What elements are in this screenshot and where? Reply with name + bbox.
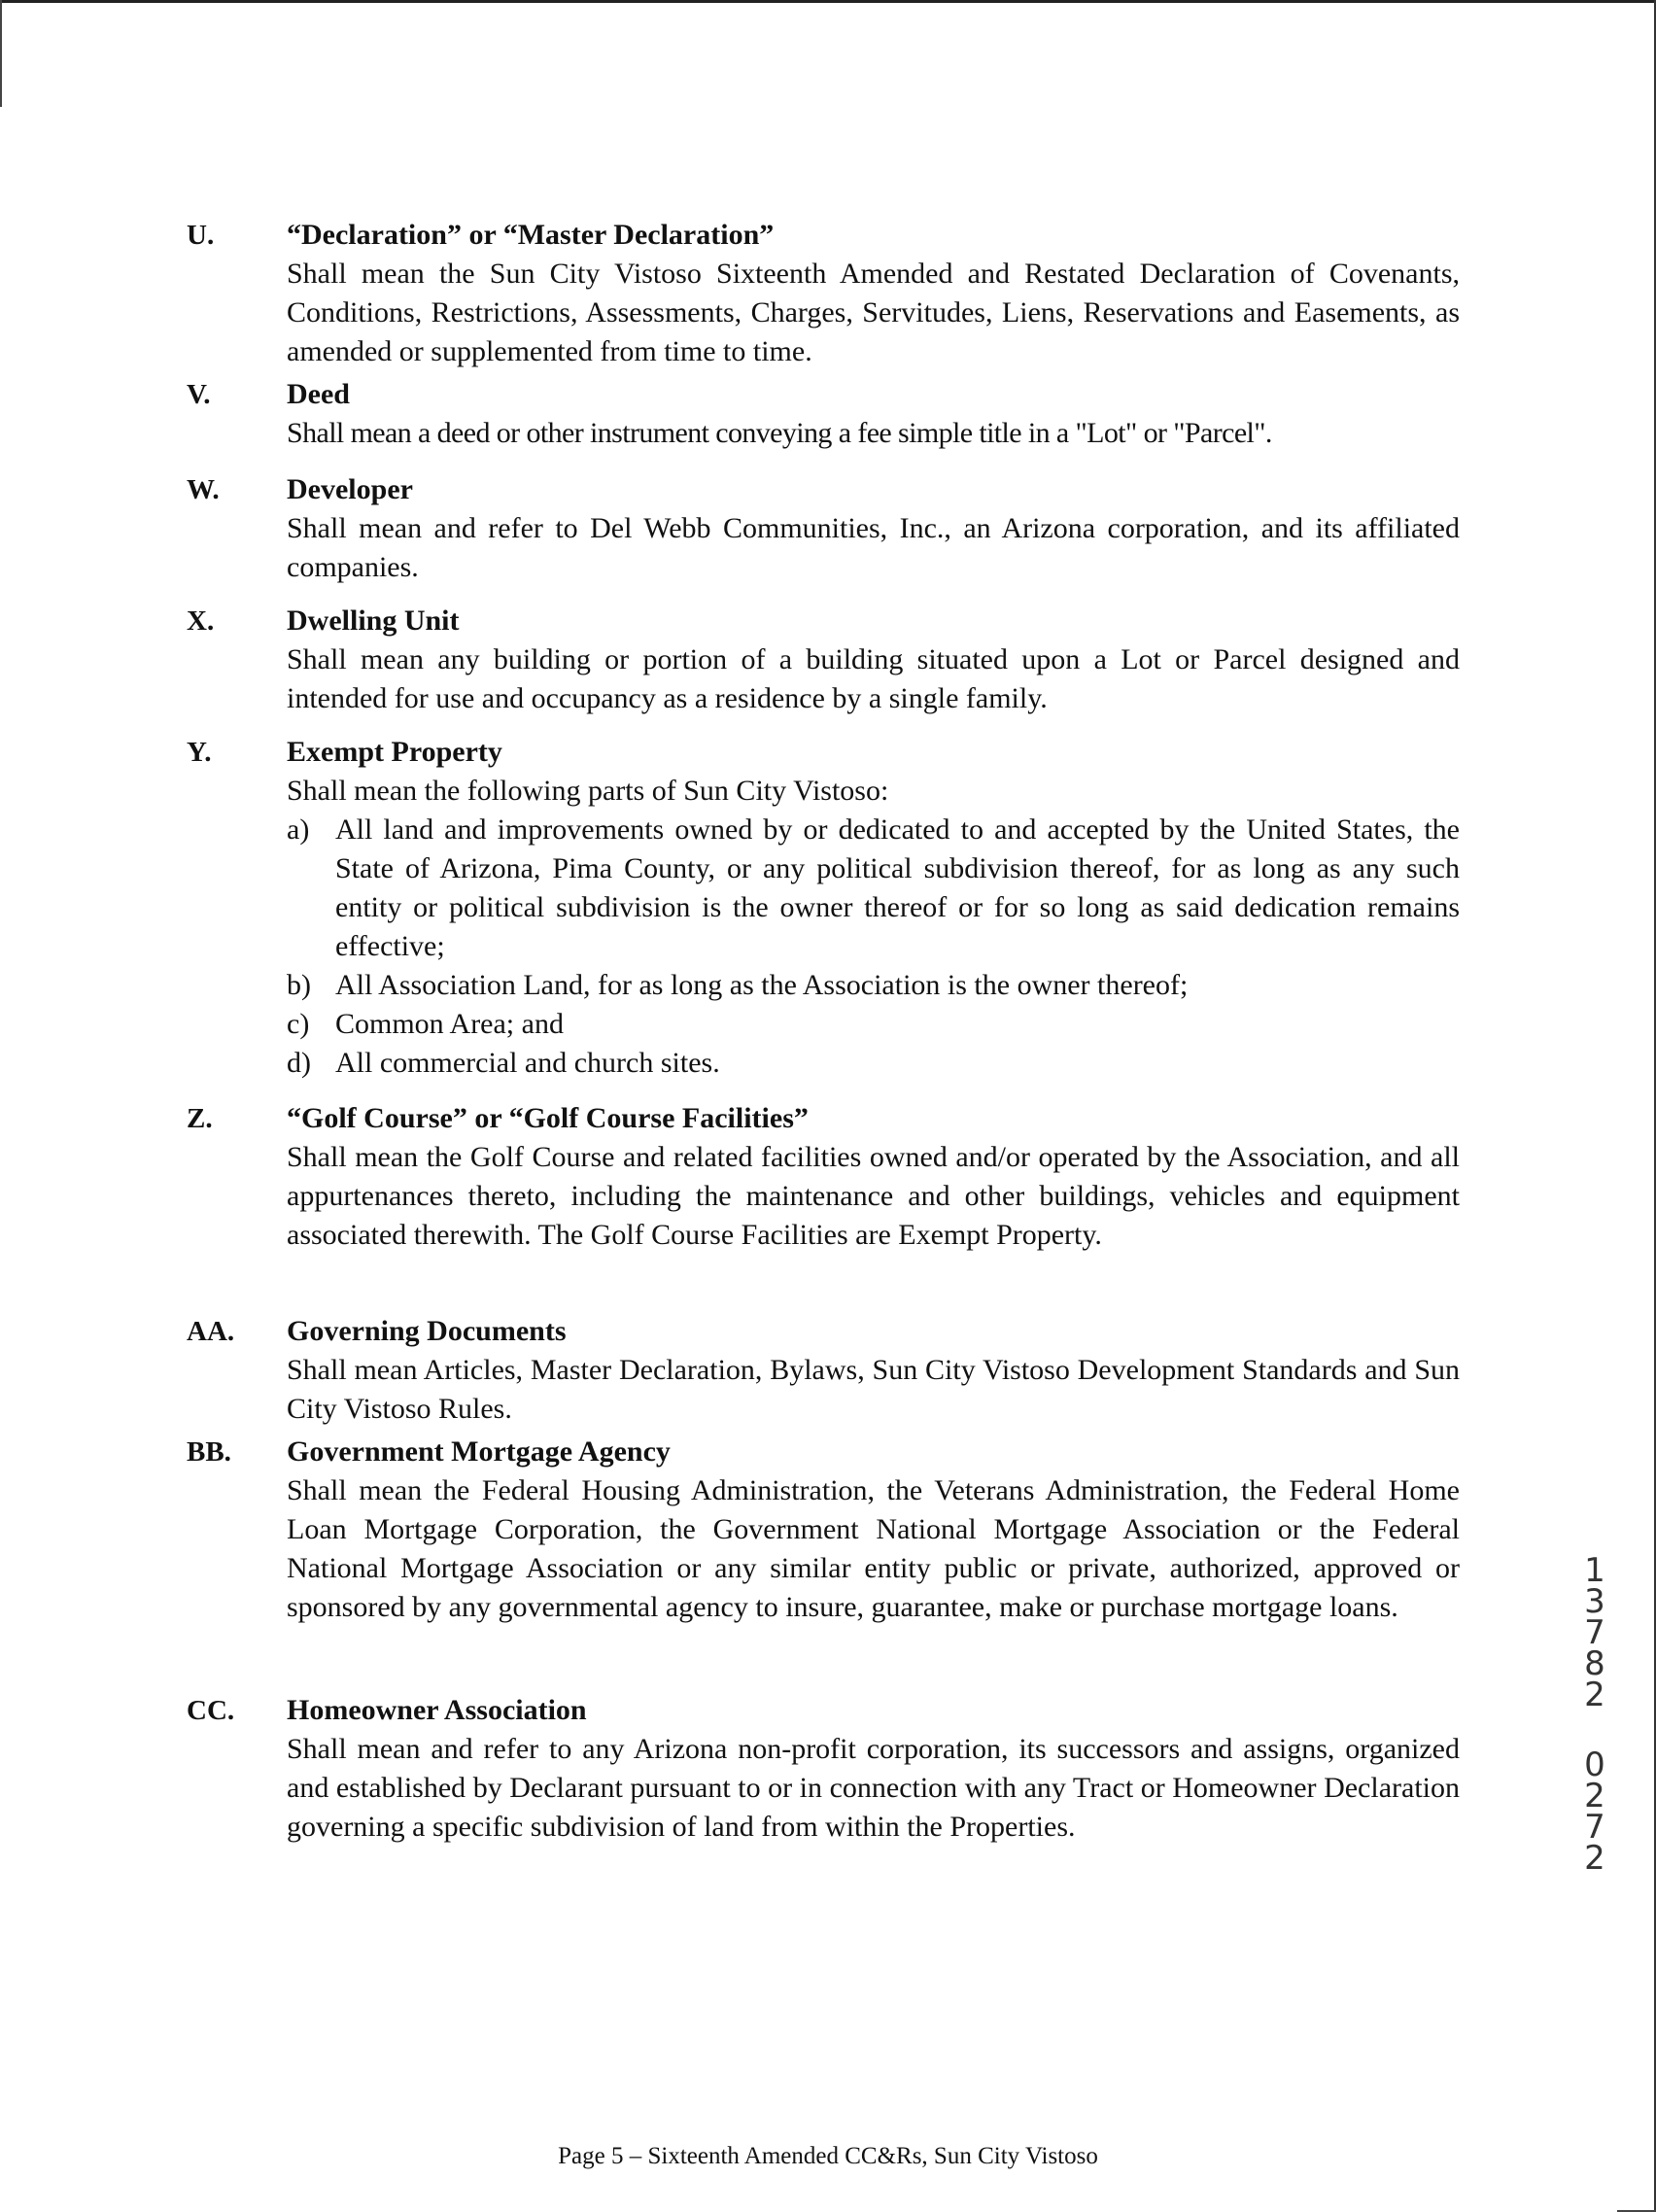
- definition-letter: W.: [187, 474, 220, 505]
- page-footer: Page 5 – Sixteenth Amended CC&Rs, Sun City Vistoso: [558, 2143, 1098, 2169]
- definition-w: [187, 470, 1460, 602]
- recording-page-number: 0 2 7 2: [1584, 1745, 1605, 1878]
- definition-text: Shall mean the Sun City Vistoso Sixteenth Amended and Restated Declaration of Covenants, Conditions, Restrictions, Assessments, Charges, Servitudes, Liens, Reservations and Easements, as amended or supplemented from time to time.: [287, 258, 1460, 367]
- definition-letter: Y.: [187, 737, 212, 768]
- list-marker: d): [287, 1047, 311, 1079]
- definition-text: Shall mean and refer to Del Webb Communities, Inc., an Arizona corporation, and its affiliated companies.: [287, 512, 1460, 583]
- definition-letter: X.: [187, 605, 215, 637]
- definition-text: Shall mean the Federal Housing Administration, the Veterans Administration, the Federal Home Loan Mortgage Corporation, the Government National Mortgage Association or the Federal National Mortgage Association or any similar entity public or private, authorized, approved or sponsored by any governmental agency to insure, guarantee, make or purchase mortgage loans.: [287, 1474, 1460, 1623]
- definition-aa: [187, 1312, 1460, 1433]
- list-marker: c): [287, 1008, 310, 1040]
- recording-book-number: 1 3 7 8 2: [1584, 1551, 1605, 1714]
- definition-title: Developer: [287, 473, 413, 505]
- list-item-text: Common Area; and: [335, 1008, 564, 1040]
- list-item-text: All commercial and church sites.: [335, 1047, 720, 1079]
- definition-u: [187, 216, 1460, 375]
- scan-border-left: [0, 0, 2, 107]
- scan-border-top: [0, 0, 1656, 3]
- definition-title: “Declaration” or “Master Declaration”: [287, 219, 775, 251]
- definition-title: Exempt Property: [287, 736, 502, 768]
- list-item: [287, 1044, 1460, 1083]
- definition-letter: Z.: [187, 1103, 213, 1134]
- list-item: [287, 966, 1460, 1005]
- list-item: [287, 811, 1460, 966]
- definition-letter: U.: [187, 220, 215, 251]
- definition-text: Shall mean and refer to any Arizona non-profit corporation, its successors and assigns, organized and established by Declarant pursuant to or in connection with any Tract or Homeowner Declaration governing a specific subdivision of land from within the Properties.: [287, 1733, 1460, 1843]
- definition-title: Deed: [287, 378, 350, 410]
- exempt-property-list: [287, 811, 1460, 1083]
- definition-cc: [187, 1691, 1460, 1895]
- list-item-text: All Association Land, for as long as the Association is the owner thereof;: [335, 969, 1189, 1001]
- list-marker: b): [287, 969, 311, 1001]
- list-item: [287, 1005, 1460, 1044]
- definition-title: “Golf Course” or “Golf Course Facilities”: [287, 1102, 809, 1134]
- list-item-text: All land and improvements owned by or dedicated to and accepted by the United States, the State of Arizona, Pima County, or any political subdivision thereof, for as long as any such entity or political subdivision is the owner thereof or for so long as said dedication remains effective;: [335, 813, 1460, 962]
- definition-title: Government Mortgage Agency: [287, 1435, 671, 1468]
- list-marker: a): [287, 813, 310, 846]
- definition-text: Shall mean the Golf Course and related facilities owned and/or operated by the Association, and all appurtenances thereto, including the maintenance and other buildings, vehicles and equipment associated therewith. The Golf Course Facilities are Exempt Property.: [287, 1141, 1460, 1251]
- definition-letter: AA.: [187, 1316, 235, 1347]
- definition-text: Shall mean the following parts of Sun City Vistoso:: [287, 775, 889, 807]
- definition-z: [187, 1099, 1460, 1312]
- definition-bb: [187, 1433, 1460, 1691]
- recording-stamp: [1578, 1551, 1611, 1878]
- definition-x: [187, 602, 1460, 733]
- definition-text: Shall mean a deed or other instrument conveying a fee simple title in a "Lot" or "Parcel".: [287, 417, 1272, 449]
- definition-letter: BB.: [187, 1436, 231, 1468]
- definition-letter: V.: [187, 379, 211, 410]
- definition-title: Governing Documents: [287, 1315, 567, 1347]
- definition-title: Dwelling Unit: [287, 605, 460, 637]
- definition-letter: CC.: [187, 1695, 235, 1726]
- definitions-list: [187, 216, 1460, 1895]
- definition-text: Shall mean any building or portion of a building situated upon a Lot or Parcel designed and intended for use and occupancy as a residence by a single family.: [287, 643, 1460, 714]
- definition-v: [187, 375, 1460, 470]
- definition-title: Homeowner Association: [287, 1694, 587, 1726]
- definition-y: [187, 733, 1460, 1099]
- definition-text: Shall mean Articles, Master Declaration, Bylaws, Sun City Vistoso Development Standards and Sun City Vistoso Rules.: [287, 1354, 1460, 1425]
